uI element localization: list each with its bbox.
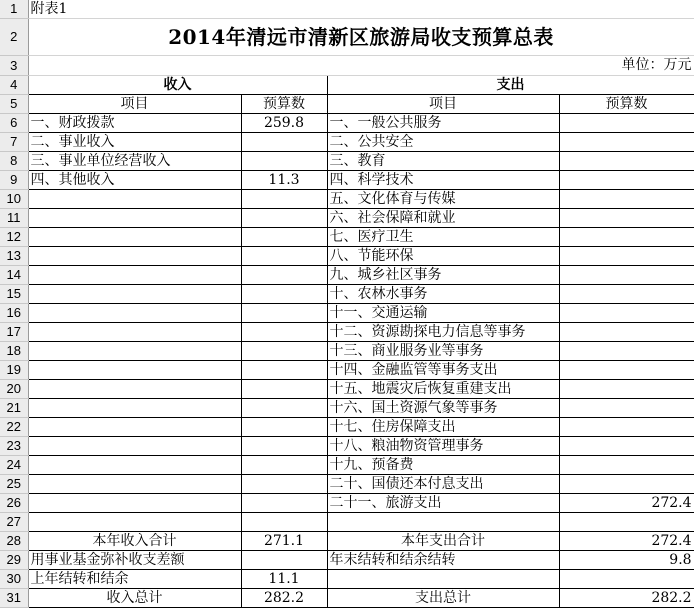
expense-item-cell[interactable]: 十六、国土资源气象等事务 [327, 399, 559, 418]
row-header[interactable]: 21 [0, 399, 28, 418]
empty-cell[interactable] [241, 437, 327, 456]
expense-item-cell[interactable]: 十四、金融监管等事务支出 [327, 361, 559, 380]
expense-value-cell[interactable] [559, 475, 694, 494]
expense-item-cell[interactable]: 七、医疗卫生 [327, 228, 559, 247]
expense-item-cell[interactable]: 十、农林水事务 [327, 285, 559, 304]
prev-carry-label[interactable]: 上年结转和结余 [28, 570, 241, 589]
expense-item-cell[interactable]: 八、节能环保 [327, 247, 559, 266]
row-header[interactable]: 1 [0, 0, 28, 19]
expense-value-cell[interactable] [559, 266, 694, 285]
empty-cell[interactable] [28, 399, 241, 418]
expense-value-cell[interactable] [559, 361, 694, 380]
empty-cell[interactable] [28, 456, 241, 475]
row-header[interactable]: 31 [0, 589, 28, 608]
empty-cell[interactable] [28, 380, 241, 399]
empty-cell[interactable] [241, 361, 327, 380]
row-header[interactable]: 18 [0, 342, 28, 361]
empty-cell[interactable] [241, 285, 327, 304]
empty-cell[interactable] [28, 475, 241, 494]
row-header[interactable]: 15 [0, 285, 28, 304]
empty-cell[interactable] [241, 209, 327, 228]
row-header[interactable]: 19 [0, 361, 28, 380]
empty-cell[interactable] [28, 304, 241, 323]
expense-item-cell[interactable]: 五、文化体育与传媒 [327, 190, 559, 209]
expense-item-cell[interactable]: 九、城乡社区事务 [327, 266, 559, 285]
row-header[interactable]: 2 [0, 19, 28, 56]
expense-value-cell[interactable] [559, 152, 694, 171]
expense-item-cell[interactable]: 二十一、旅游支出 [327, 494, 559, 513]
row-header[interactable]: 20 [0, 380, 28, 399]
income-value-cell[interactable]: 11.3 [241, 171, 327, 190]
year-expense-total-label[interactable]: 本年支出合计 [327, 532, 559, 551]
expense-grand-total-value[interactable]: 282.2 [559, 589, 694, 608]
empty-cell[interactable] [241, 190, 327, 209]
expense-value-cell[interactable] [559, 418, 694, 437]
row-header[interactable]: 5 [0, 95, 28, 114]
row-header[interactable]: 28 [0, 532, 28, 551]
row-header[interactable]: 16 [0, 304, 28, 323]
fund-offset-value[interactable] [241, 551, 327, 570]
expense-value-cell[interactable] [559, 304, 694, 323]
unit-label[interactable]: 单位：万元 [28, 56, 694, 76]
empty-cell[interactable] [28, 418, 241, 437]
row-header[interactable]: 27 [0, 513, 28, 532]
expense-value-cell[interactable] [559, 171, 694, 190]
expense-item-cell[interactable]: 十二、资源勘探电力信息等事务 [327, 323, 559, 342]
income-grand-total-value[interactable]: 282.2 [241, 589, 327, 608]
expense-value-cell[interactable] [559, 190, 694, 209]
empty-cell[interactable] [559, 570, 694, 589]
row-header[interactable]: 12 [0, 228, 28, 247]
expense-grand-total-label[interactable]: 支出总计 [327, 589, 559, 608]
expense-value-cell[interactable] [559, 228, 694, 247]
expense-item-cell[interactable]: 十五、地震灾后恢复重建支出 [327, 380, 559, 399]
expense-item-cell[interactable]: 十三、商业服务业等事务 [327, 342, 559, 361]
empty-cell[interactable] [241, 475, 327, 494]
empty-cell[interactable] [241, 380, 327, 399]
expense-item-cell[interactable]: 六、社会保障和就业 [327, 209, 559, 228]
empty-cell[interactable] [327, 570, 559, 589]
income-section-header[interactable]: 收入 [28, 76, 327, 95]
year-end-carry-value[interactable]: 9.8 [559, 551, 694, 570]
row-header[interactable]: 10 [0, 190, 28, 209]
empty-cell[interactable] [241, 304, 327, 323]
income-value-cell[interactable] [241, 152, 327, 171]
row-header[interactable]: 6 [0, 114, 28, 133]
empty-cell[interactable] [28, 285, 241, 304]
expense-budget-header[interactable]: 预算数 [559, 95, 694, 114]
empty-cell[interactable] [241, 228, 327, 247]
year-end-carry-label[interactable]: 年末结转和结余结转 [327, 551, 559, 570]
expense-value-cell[interactable] [559, 133, 694, 152]
income-item-cell[interactable]: 一、财政拨款 [28, 114, 241, 133]
expense-value-cell[interactable]: 272.4 [559, 494, 694, 513]
expense-value-cell[interactable] [559, 342, 694, 361]
empty-cell[interactable] [28, 266, 241, 285]
empty-cell[interactable] [28, 209, 241, 228]
expense-item-cell[interactable]: 四、科学技术 [327, 171, 559, 190]
year-income-total-label[interactable]: 本年收入合计 [28, 532, 241, 551]
income-value-cell[interactable]: 259.8 [241, 114, 327, 133]
expense-value-cell[interactable] [559, 456, 694, 475]
row-header[interactable]: 4 [0, 76, 28, 95]
empty-cell[interactable] [28, 228, 241, 247]
row-header[interactable]: 11 [0, 209, 28, 228]
income-value-cell[interactable] [241, 133, 327, 152]
empty-cell[interactable] [28, 247, 241, 266]
empty-cell[interactable] [241, 247, 327, 266]
income-item-header[interactable]: 项目 [28, 95, 241, 114]
empty-cell[interactable] [28, 342, 241, 361]
empty-cell[interactable] [559, 513, 694, 532]
row-header[interactable]: 22 [0, 418, 28, 437]
income-grand-total-label[interactable]: 收入总计 [28, 589, 241, 608]
row-header[interactable]: 24 [0, 456, 28, 475]
expense-item-cell[interactable]: 十九、预备费 [327, 456, 559, 475]
empty-cell[interactable] [241, 342, 327, 361]
prev-carry-value[interactable]: 11.1 [241, 570, 327, 589]
expense-value-cell[interactable] [559, 323, 694, 342]
row-header[interactable]: 8 [0, 152, 28, 171]
expense-value-cell[interactable] [559, 114, 694, 133]
empty-cell[interactable] [241, 418, 327, 437]
empty-cell[interactable] [241, 323, 327, 342]
expense-item-cell[interactable]: 一、一般公共服务 [327, 114, 559, 133]
empty-cell[interactable] [241, 456, 327, 475]
row-header[interactable]: 7 [0, 133, 28, 152]
year-expense-total-value[interactable]: 272.4 [559, 532, 694, 551]
income-item-cell[interactable]: 三、事业单位经营收入 [28, 152, 241, 171]
row-header[interactable]: 3 [0, 56, 28, 76]
income-budget-header[interactable]: 预算数 [241, 95, 327, 114]
fund-offset-label[interactable]: 用事业基金弥补收支差额 [28, 551, 241, 570]
expense-section-header[interactable]: 支出 [327, 76, 694, 95]
empty-cell[interactable] [28, 513, 241, 532]
expense-item-cell[interactable]: 三、教育 [327, 152, 559, 171]
expense-value-cell[interactable] [559, 247, 694, 266]
expense-value-cell[interactable] [559, 209, 694, 228]
empty-cell[interactable] [28, 494, 241, 513]
expense-item-cell[interactable]: 十一、交通运输 [327, 304, 559, 323]
empty-cell[interactable] [327, 513, 559, 532]
empty-cell[interactable] [241, 399, 327, 418]
row-header[interactable]: 9 [0, 171, 28, 190]
report-title[interactable]: 2014年清远市清新区旅游局收支预算总表 [28, 19, 694, 56]
row-header[interactable]: 17 [0, 323, 28, 342]
expense-item-cell[interactable]: 二、公共安全 [327, 133, 559, 152]
empty-cell[interactable] [241, 494, 327, 513]
expense-item-cell[interactable]: 十七、住房保障支出 [327, 418, 559, 437]
row-header[interactable]: 23 [0, 437, 28, 456]
empty-cell[interactable] [28, 361, 241, 380]
expense-item-cell[interactable]: 二十、国债还本付息支出 [327, 475, 559, 494]
expense-item-header[interactable]: 项目 [327, 95, 559, 114]
income-item-cell[interactable]: 二、事业收入 [28, 133, 241, 152]
row-header[interactable]: 29 [0, 551, 28, 570]
empty-cell[interactable] [28, 190, 241, 209]
empty-cell[interactable] [28, 323, 241, 342]
appendix-label[interactable]: 附表1 [28, 0, 694, 19]
expense-value-cell[interactable] [559, 437, 694, 456]
year-income-total-value[interactable]: 271.1 [241, 532, 327, 551]
expense-value-cell[interactable] [559, 285, 694, 304]
empty-cell[interactable] [241, 266, 327, 285]
empty-cell[interactable] [28, 437, 241, 456]
expense-item-cell[interactable]: 十八、粮油物资管理事务 [327, 437, 559, 456]
expense-value-cell[interactable] [559, 399, 694, 418]
income-item-cell[interactable]: 四、其他收入 [28, 171, 241, 190]
row-header[interactable]: 14 [0, 266, 28, 285]
row-header[interactable]: 30 [0, 570, 28, 589]
row-header[interactable]: 13 [0, 247, 28, 266]
empty-cell[interactable] [241, 513, 327, 532]
row-header[interactable]: 26 [0, 494, 28, 513]
expense-value-cell[interactable] [559, 380, 694, 399]
row-header[interactable]: 25 [0, 475, 28, 494]
